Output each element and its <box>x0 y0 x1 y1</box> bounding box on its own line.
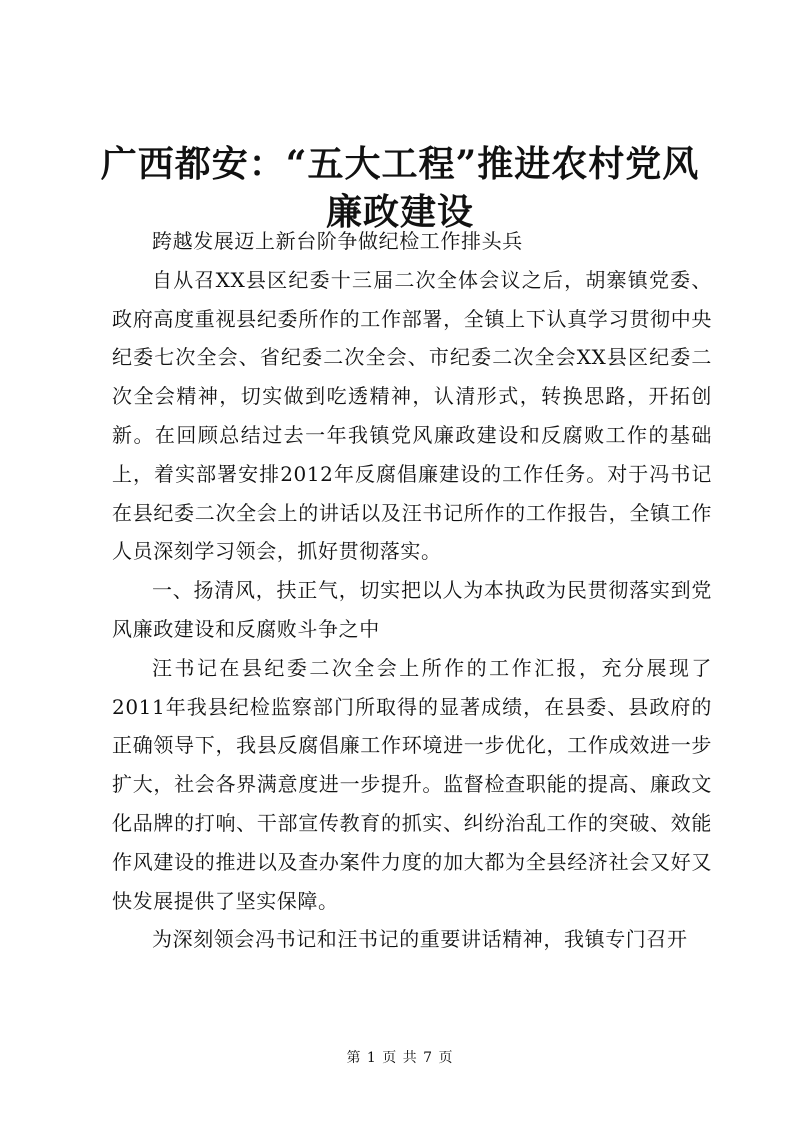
document-body <box>112 222 712 959</box>
paragraph-continued: 为深刻领会冯书记和汪书记的重要讲话精神，我镇专门召开 <box>152 927 688 952</box>
paragraph-report: 汪书记在县纪委二次全会上所作的工作汇报，充分展现了2011年我县纪检监察部门所取得的显著成绩，在县委、县政府的正确领导下，我县反腐倡廉工作环境进一步优化，工作成效进一步扩大，社会各界满意度进一步提升。监督检查职能的提高、廉政文化品牌的打响、干部宣传教育的抓实、纠纷治乱工作的突破、效能作风建设的推进以及查办案件力度的加大都为全县经济社会又好又快发展提供了坚实保障。 <box>112 655 712 913</box>
paragraph-intro: 自从召XX县区纪委十三届二次全体会议之后，胡寨镇党委、政府高度重视县纪委所作的工作部署，全镇上下认真学习贯彻中央纪委七次全会、省纪委二次全会、市纪委二次全会XX县区纪委二次全会精神，切实做到吃透精神，认清形式，转换思路，开拓创新。在回顾总结过去一年我镇党风廉政建设和反腐败工作的基础上，着实部署安排2012年反腐倡廉建设的工作任务。对于冯书记在县纪委二次全会上的讲话以及汪书记所作的工作报告，全镇工作人员深刻学习领会，抓好贯彻落实。 <box>112 267 712 564</box>
page-footer: 第 1 页 共 7 页 <box>346 1050 454 1066</box>
section-heading-1: 一、扬清风，扶正气，切实把以人为本执政为民贯彻落实到党风廉政建设和反腐败斗争之中 <box>112 578 712 641</box>
paragraph-subtitle: 跨越发展迈上新台阶争做纪检工作排头兵 <box>152 229 523 253</box>
document-title: 广西都安：“五大工程”推进农村党风廉政建设 <box>100 143 700 233</box>
